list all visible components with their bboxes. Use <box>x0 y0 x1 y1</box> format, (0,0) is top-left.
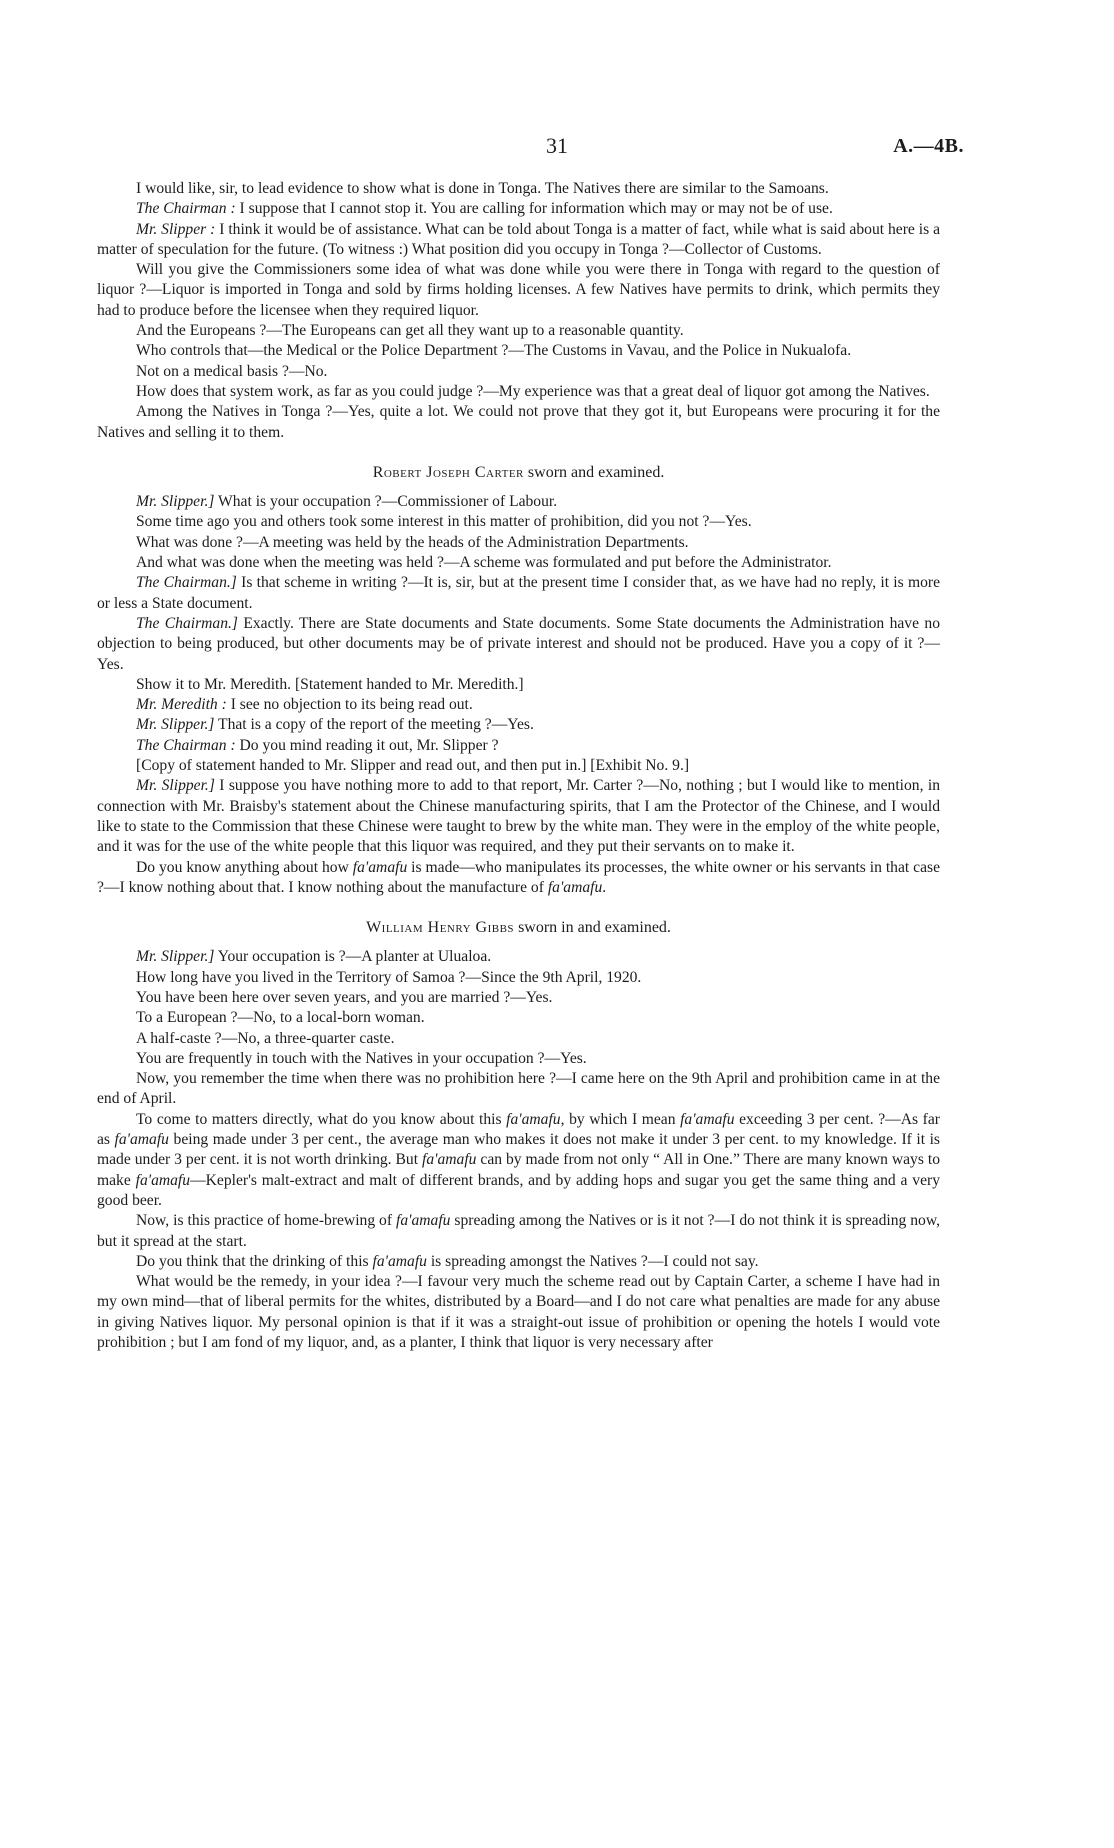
paragraph <box>97 1008 940 1028</box>
text-run: —Kepler's malt-extract and malt of different brands, and by adding hops and sugar you get the same thing and a very good beer. <box>97 1171 940 1209</box>
text-run: is spreading amongst the Natives ?—I could not say. <box>426 1252 759 1270</box>
body-text <box>97 179 940 1353</box>
paragraph <box>97 614 940 675</box>
text-run: Do you think that the drinking of this <box>136 1252 373 1270</box>
paragraph <box>97 1029 940 1049</box>
paragraph <box>97 858 940 899</box>
text-run: exceeding 3 per cent. ?—As far as <box>97 1110 940 1149</box>
text-run: Will you give the Commissioners some idea of what was done while you were there in Tonga with regard to the question of liquor ?—Liquor is imported in Tonga and sold by firms holding licenses. A few Natives have permits to drink, which permits they had to produce before the licensee when they required liquor. <box>97 261 940 319</box>
text-run: What was done ?—A meeting was held by the heads of the Administration Departments. <box>136 533 689 551</box>
paragraph <box>97 695 940 715</box>
paragraph <box>97 179 940 199</box>
text-run: spreading among the Natives or is it not ?—I do not think it is spreading now, but it spread at the start. <box>97 1212 940 1250</box>
text-run: Show it to Mr. Meredith. [Statement handed to Mr. Meredith.] <box>136 675 524 693</box>
italic-text: Mr. Slipper.] <box>136 716 215 734</box>
paragraph <box>97 362 940 382</box>
paragraph <box>97 402 940 443</box>
text-run: sworn in and examined. <box>514 919 671 937</box>
italic-text: Mr. Meredith : <box>136 696 227 714</box>
paragraph <box>97 573 940 614</box>
text-run: . <box>602 878 607 896</box>
paragraph <box>97 1110 940 1211</box>
italic-text: fa'amafu <box>680 1110 735 1128</box>
paragraph <box>97 199 940 219</box>
text-run: How does that system work, as far as you could judge ?—My experience was that a great deal of liquor got among the Natives. <box>136 382 930 400</box>
text-run: I would like, sir, to lead evidence to show what is done in Tonga. The Natives there are similar to the Samoans. <box>136 180 829 197</box>
text-run: Is that scheme in writing ?—It is, sir, but at the present time I consider that, as we have had no reply, it is more or less a State document. <box>97 574 940 612</box>
witness-name: Robert Joseph Carter <box>372 463 524 481</box>
paragraph <box>97 988 940 1008</box>
text-run: being made under 3 per cent., the average man who makes it does not make it under 3 per cent. to my knowledge. If it is made under 3 per cent. it is not worth drinking. But <box>97 1131 940 1169</box>
paragraph <box>97 220 940 261</box>
italic-text: fa'amafu <box>422 1151 477 1169</box>
italic-text: fa'amafu <box>396 1212 451 1230</box>
italic-text: The Chairman.] <box>136 574 237 592</box>
text-run: And the Europeans ?—The Europeans can get all they want up to a reasonable quantity. <box>136 322 684 340</box>
text-run: How long have you lived in the Territory of Samoa ?—Since the 9th April, 1920. <box>136 968 642 986</box>
italic-text: fa'amafu <box>506 1110 561 1128</box>
text-run: Your occupation is ?—A planter at Ulualoa. <box>214 948 492 966</box>
text-run: To a European ?—No, to a local-born woman. <box>136 1009 425 1027</box>
text-run: Do you mind reading it out, Mr. Slipper ? <box>235 736 499 754</box>
paragraph <box>97 492 940 512</box>
text-run: To come to matters directly, what do you know about this <box>136 1110 507 1128</box>
italic-text: Mr. Slipper : <box>136 220 216 238</box>
italic-text: fa'amafu <box>135 1171 191 1189</box>
paragraph <box>97 756 940 776</box>
witness-heading <box>97 463 940 483</box>
text-run: , by which I mean <box>560 1110 681 1128</box>
paragraph <box>97 512 940 532</box>
italic-text: The Chairman : <box>136 200 236 218</box>
text-run: I see no objection to its being read out. <box>226 696 473 714</box>
paragraph <box>97 553 940 573</box>
paragraph <box>97 736 940 756</box>
text-run: Do you know anything about how <box>136 858 353 876</box>
paragraph <box>97 968 940 988</box>
paragraph <box>97 260 940 321</box>
text-run: Among the Natives in Tonga ?—Yes, quite a lot. We could not prove that they got it, but Europeans were procuring it for the Natives and selling it to them. <box>97 403 940 441</box>
text-run: Who controls that—the Medical or the Police Department ?—The Customs in Vavau, and the Police in Nukualofa. <box>136 342 852 360</box>
paragraph <box>97 1049 940 1069</box>
text-run: I think it would be of assistance. What can be told about Tonga is a matter of fact, while what is said about here is a matter of speculation for the future. (To witness :) What position did you occupy in Tonga ?—Collector of Customs. <box>97 220 940 258</box>
italic-text: fa'amafu <box>114 1131 169 1149</box>
paragraph <box>97 382 940 402</box>
paragraph <box>97 1252 940 1272</box>
paragraph <box>97 776 940 857</box>
text-run: Not on a medical basis ?—No. <box>136 362 328 380</box>
italic-text: fa'amafu <box>352 858 408 876</box>
italic-text: Mr. Slipper.] <box>136 493 215 511</box>
document-reference: A.—4B. <box>893 135 964 157</box>
italic-text: The Chairman : <box>136 736 236 754</box>
text-run: And what was done when the meeting was held ?—A scheme was formulated and put before the Administrator. <box>136 554 832 572</box>
text-run: Exactly. There are State documents and State documents. Some State documents the Administration have no objection to being produced, but other documents may be of private interest and should not be produced. Have you a copy of it ?—Yes. <box>97 614 940 673</box>
text-run: Some time ago you and others took some interest in this matter of prohibition, did you not ?—Yes. <box>136 513 752 531</box>
text-run: [Copy of statement handed to Mr. Slipper and read out, and then put in.] [Exhibit No. 9.] <box>136 757 690 775</box>
italic-text: fa'amafu <box>372 1252 427 1270</box>
paragraph <box>97 533 940 553</box>
paragraph <box>97 715 940 735</box>
text-run: sworn and examined. <box>523 463 665 481</box>
paragraph <box>97 341 940 361</box>
italic-text: Mr. Slipper.] <box>136 777 215 795</box>
page-number: 31 <box>546 133 568 158</box>
italic-text: The Chairman.] <box>136 614 238 632</box>
paragraph <box>97 947 940 967</box>
text-run: That is a copy of the report of the meeting ?—Yes. <box>214 716 534 734</box>
paragraph <box>97 1272 940 1353</box>
text-run: Now, is this practice of home-brewing of <box>136 1212 396 1230</box>
text-run: What would be the remedy, in your idea ?—I favour very much the scheme read out by Captain Carter, a scheme I have had in my own mind—that of liberal permits for the whites, distributed by a Board—and I do not care what penalties are made for any abuse in giving Natives liquor. My personal opinion is that if it was a straight-out issue of prohibition or opening the hotels I would vote prohibition ; but I am fond of my liquor, and, as a planter, I think that liquor is very necessary after <box>97 1273 940 1352</box>
paragraph <box>97 675 940 695</box>
text-run: What is your occupation ?—Commissioner of Labour. <box>214 493 558 511</box>
paragraph <box>97 1069 940 1110</box>
italic-text: Mr. Slipper.] <box>136 948 215 966</box>
text-run: Now, you remember the time when there was no prohibition here ?—I came here on the 9th April and prohibition came in at the end of April. <box>97 1070 940 1108</box>
paragraph <box>97 321 940 341</box>
witness-heading <box>97 918 940 938</box>
witness-name: William Henry Gibbs <box>366 919 515 937</box>
text-run: You have been here over seven years, and you are married ?—Yes. <box>136 988 553 1006</box>
text-run: You are frequently in touch with the Natives in your occupation ?—Yes. <box>136 1049 587 1067</box>
italic-text: fa'amafu <box>547 878 603 896</box>
text-run: can by made from not only “ All in One.” There are many known ways to make <box>97 1151 940 1189</box>
text-run: I suppose that I cannot stop it. You are calling for information which may or may not be of use. <box>235 200 833 218</box>
text-run: I suppose you have nothing more to add to that report, Mr. Carter ?—No, nothing ; but I would like to mention, in connection with Mr. Braisby's statement about the Chinese manufacturing spirits, that I am the Protector of the Chinese, and I would like to state to the Commission that these Chinese were taught to brew by the white man. They were in the employ of the white people, and it was for the use of the white people that this liquor was required, and they put their servants on to make it. <box>97 777 940 856</box>
text-run: is made—who manipulates its processes, the white owner or his servants in that case ?—I know nothing about that. I know nothing about the manufacture of <box>97 858 941 896</box>
paragraph <box>97 1211 940 1252</box>
text-run: A half-caste ?—No, a three-quarter caste. <box>136 1029 395 1047</box>
